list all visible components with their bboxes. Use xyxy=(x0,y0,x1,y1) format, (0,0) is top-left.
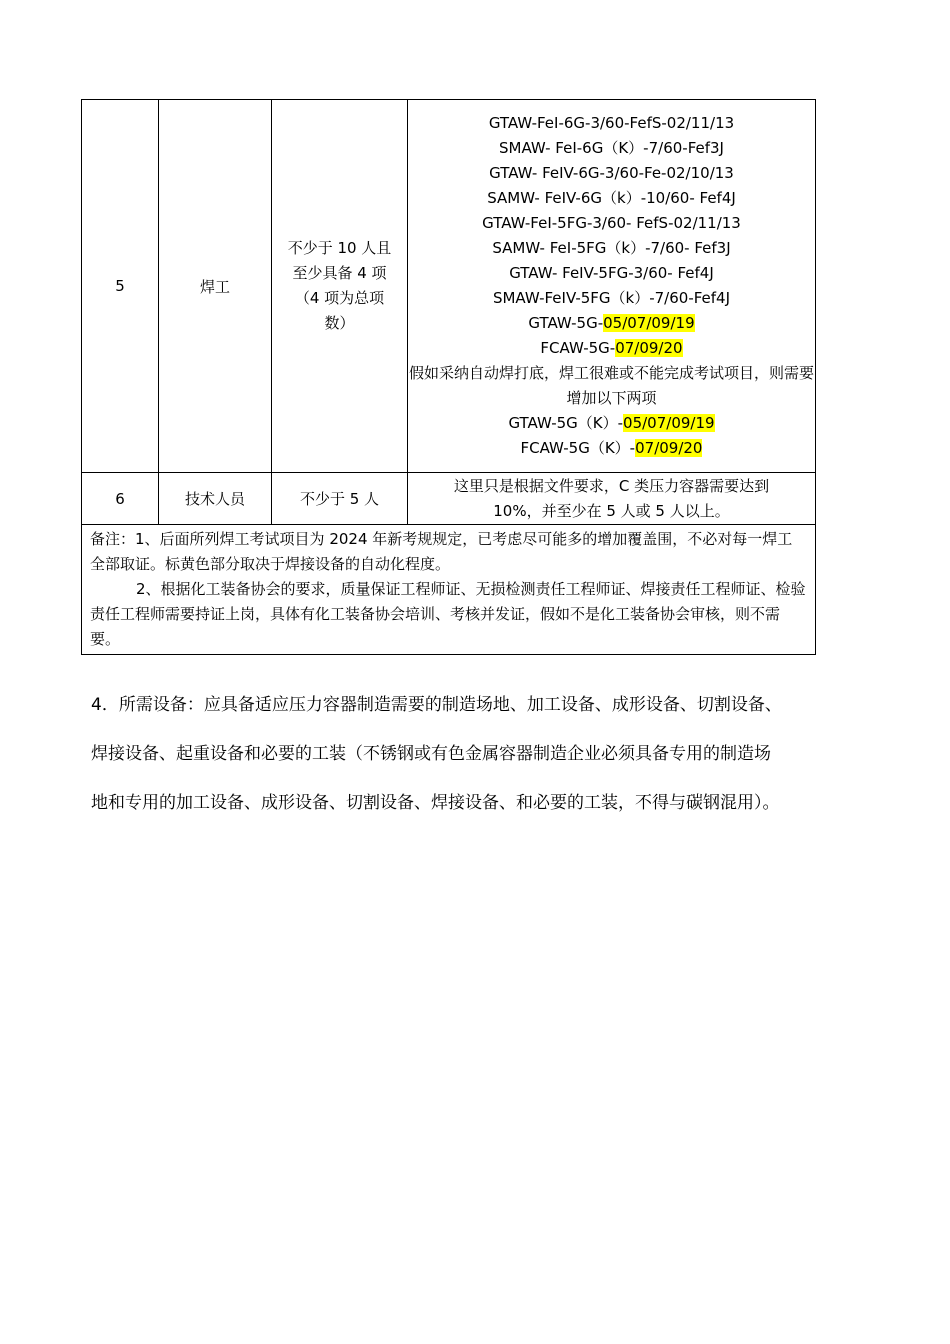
highlighted-code: 07/09/20 xyxy=(615,339,683,357)
remark-line-2: 2、根据化工装备协会的要求，质量保证工程师证、无损检测责任工程师证、焊接责任工程师证、检验责任工程师需要持证上岗，具体有化工装备协会培训、考核并发证，假如不是化工装备协会审核，则不需要。 xyxy=(90,580,806,648)
welding-item xyxy=(408,436,815,461)
item-prefix: FCAW-5G（K）- xyxy=(520,439,636,457)
welding-item: SMAW-FeIV-5FG（k）-7/60-Fef4J xyxy=(492,289,731,307)
welding-items-cell xyxy=(408,100,816,473)
note-line: 10%，并至少在 5 人或 5 人以上。 xyxy=(493,501,730,520)
role-label: 技术人员 xyxy=(159,473,272,525)
item-prefix: GTAW-5G（K）- xyxy=(508,414,624,432)
requirement-line: 至少具备 4 项 xyxy=(292,264,387,282)
row-number: 6 xyxy=(82,473,159,525)
paragraph-line: 地和专用的加工设备、成形设备、切割设备、焊接设备、和必要的工装，不得与碳钢混用）。 xyxy=(91,793,780,813)
welding-item: GTAW-FeI-6G-3/60-FefS-02/11/13 xyxy=(488,114,735,132)
requirement-line: 数） xyxy=(324,314,355,332)
highlighted-code: 07/09/20 xyxy=(635,439,703,457)
welding-item xyxy=(408,411,815,436)
role-label: 焊工 xyxy=(159,100,272,473)
highlighted-code: 05/07/09/19 xyxy=(603,314,695,332)
welding-item: GTAW- FeIV-6G-3/60-Fe-02/10/13 xyxy=(489,164,734,182)
welding-item: SAMW- FeIV-6G（k）-10/60- Fef4J xyxy=(487,189,736,207)
welding-item: GTAW-FeI-5FG-3/60- FefS-02/11/13 xyxy=(482,214,741,232)
welding-item: SMAW- FeI-6G（K）-7/60-Fef3J xyxy=(499,139,724,157)
remark-cell xyxy=(82,525,816,655)
note-line: 这里只是根据文件要求，C 类压力容器需要达到 xyxy=(453,476,770,495)
welding-item xyxy=(408,311,815,336)
requirement-cell xyxy=(272,100,408,473)
paragraph-line: 4．所需设备：应具备适应压力容器制造需要的制造场地、加工设备、成形设备、切割设备、 xyxy=(91,695,782,715)
requirement-line: 不少于 10 人且 xyxy=(287,239,392,257)
welding-item: SAMW- FeI-5FG（k）-7/60- Fef3J xyxy=(492,239,731,257)
row-number: 5 xyxy=(82,100,159,473)
highlighted-code: 05/07/09/19 xyxy=(623,414,715,432)
equipment-paragraph xyxy=(91,681,891,828)
item-prefix: GTAW-5G- xyxy=(528,314,604,332)
item-prefix: FCAW-5G- xyxy=(540,339,616,357)
auto-welding-note: 假如采纳自动焊打底，焊工很难或不能完成考试项目，则需要增加以下两项 xyxy=(408,364,814,407)
table-row-technician xyxy=(82,473,816,525)
welding-item xyxy=(408,336,815,361)
qualification-table xyxy=(81,99,816,655)
welding-item: GTAW- FeIV-5FG-3/60- Fef4J xyxy=(509,264,714,282)
requirement-cell: 不少于 5 人 xyxy=(272,473,408,525)
technician-note-cell xyxy=(408,473,816,525)
paragraph-line: 焊接设备、起重设备和必要的工装（不锈钢或有色金属容器制造企业必须具备专用的制造场 xyxy=(91,744,771,764)
requirement-line: （4 项为总项 xyxy=(294,289,385,307)
table-row-remark xyxy=(82,525,816,655)
table-row-welder xyxy=(82,100,816,473)
remark-line-1: 备注：1、后面所列焊工考试项目为 2024 年新考规规定，已考虑尽可能多的增加覆盖围，不必对每一焊工全部取证。标黄色部分取决于焊接设备的自动化程度。 xyxy=(90,530,793,573)
